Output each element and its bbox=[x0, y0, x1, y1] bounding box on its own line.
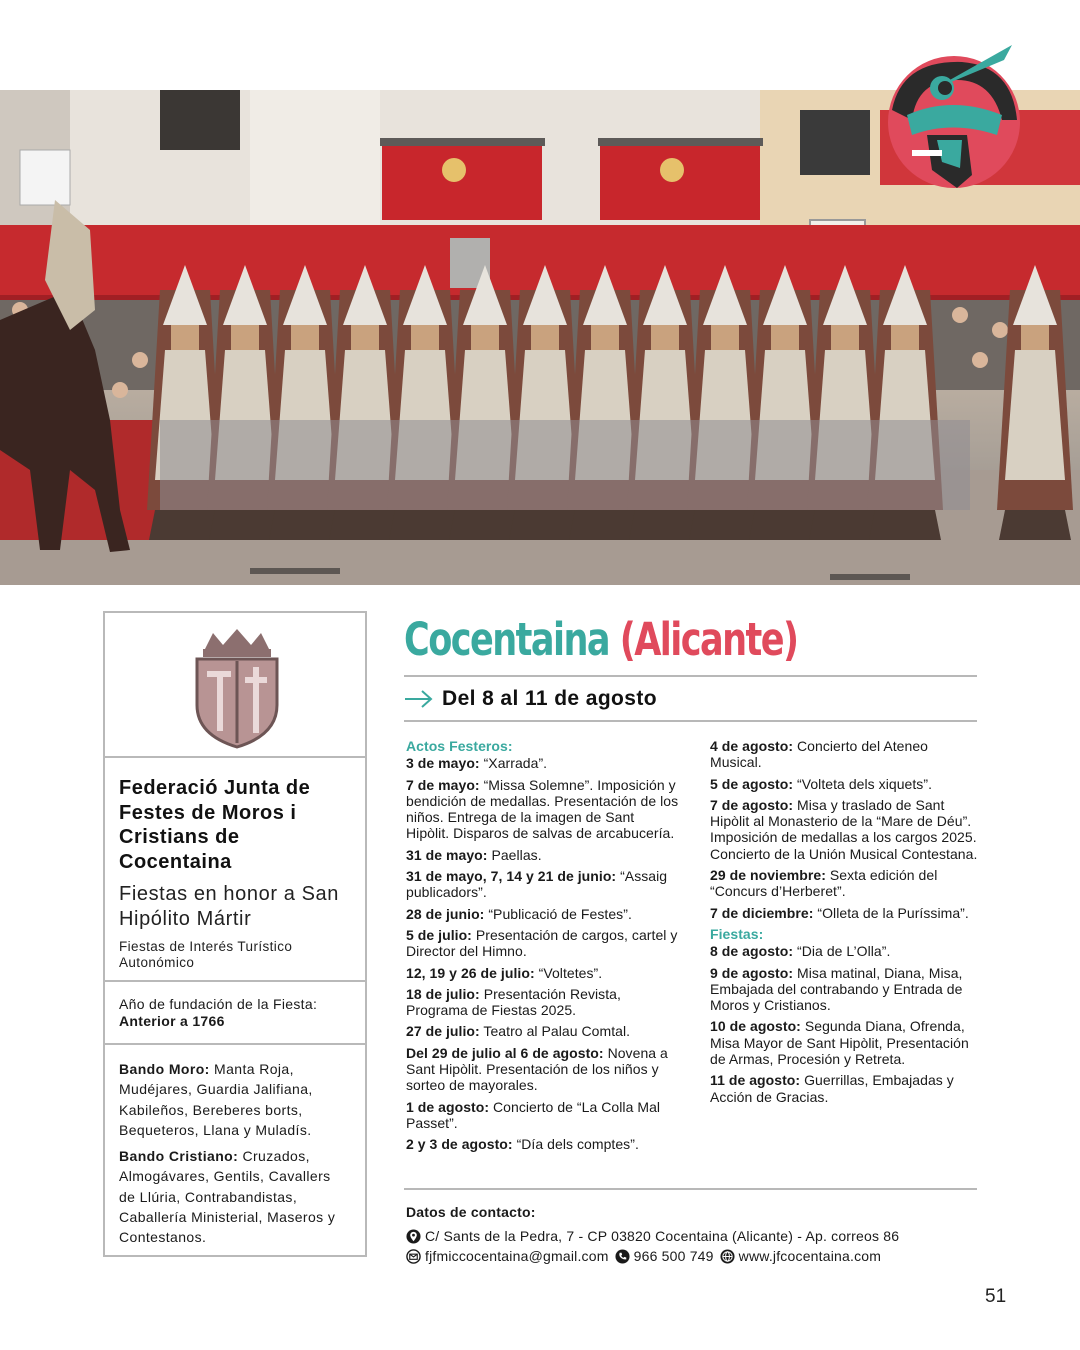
bando-moro bbox=[119, 1059, 351, 1140]
moor-warrior-head-logo bbox=[872, 40, 1032, 190]
schedule-item-date: 5 de julio: bbox=[406, 926, 472, 943]
schedule-item-text: Sexta edición del “Concurs d’Herberet”. bbox=[710, 867, 938, 900]
schedule-item-date: 18 de julio: bbox=[406, 985, 480, 1002]
schedule-column-1 bbox=[406, 738, 681, 1158]
schedule-item bbox=[710, 797, 982, 862]
schedule-item-text: Teatro al Palau Comtal. bbox=[483, 1023, 631, 1040]
schedule-item-text: Guerrillas, Embajadas y Acción de Gracias. bbox=[710, 1072, 954, 1105]
schedule-item-date: 31 de mayo: bbox=[406, 846, 488, 863]
schedule-item bbox=[406, 1136, 681, 1152]
schedule-item bbox=[406, 847, 681, 863]
schedule-item-date: 5 de agosto: bbox=[710, 775, 794, 792]
globe-icon bbox=[720, 1249, 735, 1264]
contact-divider bbox=[404, 1188, 977, 1190]
schedule-item bbox=[710, 905, 982, 921]
schedule-item bbox=[710, 776, 982, 792]
bando-moro-label: Bando Moro: bbox=[119, 1061, 210, 1077]
schedule-item-date: Del 29 de julio al 6 de agosto: bbox=[406, 1044, 604, 1061]
schedule-item-date: 9 de agosto: bbox=[710, 964, 794, 981]
schedule-item bbox=[406, 1023, 681, 1039]
schedule-item-date: 12, 19 y 26 de julio: bbox=[406, 964, 535, 981]
foundation-section bbox=[105, 982, 365, 1045]
schedule-item-date: 31 de mayo, 7, 14 y 21 de junio: bbox=[406, 868, 617, 885]
schedule-item-text: “Publicació de Festes”. bbox=[488, 905, 632, 922]
schedule-item bbox=[406, 906, 681, 922]
contact-heading: Datos de contacto: bbox=[406, 1204, 536, 1220]
phone-icon bbox=[615, 1249, 630, 1264]
crest-section bbox=[105, 613, 365, 758]
schedule-item bbox=[406, 1099, 681, 1132]
bando-cristiano-text: Cruzados, Almogávares, Gentils, Cavallers de Llúria, Contrabandistas, Caballería Ministerial, Maseros y Contestanos. bbox=[119, 1148, 336, 1246]
schedule-item-date: 4 de agosto: bbox=[710, 738, 794, 754]
bandos-section bbox=[105, 1045, 365, 1248]
foundation-label: Año de fundación de la Fiesta: bbox=[119, 996, 318, 1012]
schedule-item-date: 8 de agosto: bbox=[710, 943, 794, 960]
website-link[interactable]: www.jfcocentaina.com bbox=[738, 1248, 882, 1264]
schedule-item-text: Concierto de “La Colla Mal Passet”. bbox=[406, 1098, 661, 1131]
bando-cristiano-label: Bando Cristiano: bbox=[119, 1148, 239, 1165]
schedule-item bbox=[710, 965, 982, 1014]
schedule-item-text: Novena a Sant Hipòlit. Presentación de los niños y sorteo de mayorales. bbox=[406, 1044, 668, 1094]
schedule-item-text: Paellas. bbox=[491, 846, 542, 863]
schedule-item-text: “Olleta de la Puríssima”. bbox=[817, 904, 969, 921]
schedule-item-text: Concierto del Ateneo Musical. bbox=[710, 738, 928, 771]
schedule-item-text: Segunda Diana, Ofrenda, Misa Mayor de Sant Hipòlit, Presentación de Armas, Procesión y Retreta. bbox=[710, 1018, 969, 1068]
schedule-item-date: 7 de agosto: bbox=[710, 796, 794, 813]
schedule-item bbox=[406, 965, 681, 981]
schedule-item-text: Presentación Revista, Programa de Fiestas 2025. bbox=[406, 985, 621, 1019]
schedule-item bbox=[710, 1018, 982, 1067]
interest-text: Fiestas de Interés Turístico Autonómico bbox=[119, 939, 293, 970]
organization-section bbox=[105, 758, 365, 982]
address-text: C/ Sants de la Pedra, 7 - CP 03820 Cocentaina (Alicante) - Ap. correos 86 bbox=[425, 1228, 900, 1244]
cocentaina-coat-of-arms bbox=[191, 627, 283, 749]
schedule-item-text: “Dia de L’Olla”. bbox=[797, 943, 891, 960]
organization-name: Federació Junta de Festes de Moros i Cristians de Cocentaina bbox=[119, 777, 311, 873]
schedule-item-date: 10 de agosto: bbox=[710, 1018, 801, 1035]
schedule-item-date: 3 de mayo: bbox=[406, 755, 480, 772]
schedule-item-date: 2 y 3 de agosto: bbox=[406, 1136, 513, 1153]
schedule-item-date: 7 de mayo: bbox=[406, 776, 480, 793]
foundation-value: Anterior a 1766 bbox=[119, 1013, 225, 1029]
schedule-item-date: 1 de agosto: bbox=[406, 1098, 490, 1115]
schedule-column-2 bbox=[710, 738, 982, 1110]
schedule-item bbox=[406, 1045, 681, 1094]
badge bbox=[872, 40, 1032, 190]
schedule-item-text: Misa y traslado de Sant Hipòlit al Monasterio de la “Mare de Déu”. Imposición de medallas a los cargos 2025. Concierto de la Unión Musical Contestana. bbox=[710, 796, 978, 862]
address-line bbox=[406, 1226, 986, 1246]
schedule-item bbox=[710, 867, 982, 900]
contact-line bbox=[406, 1246, 986, 1266]
schedule-item-text: Presentación de cargos, cartel y Director del Himno. bbox=[406, 926, 678, 960]
dates-divider bbox=[404, 720, 977, 722]
actos-heading: Actos Festeros: bbox=[406, 738, 513, 754]
page-number: 51 bbox=[985, 1286, 1007, 1307]
page-title bbox=[404, 605, 797, 675]
schedule-item-date: 7 de diciembre: bbox=[710, 904, 814, 921]
info-box bbox=[103, 611, 367, 1257]
title-divider bbox=[404, 675, 977, 677]
schedule-item bbox=[406, 986, 681, 1019]
schedule-item bbox=[406, 927, 681, 960]
schedule-item-text: Misa matinal, Diana, Misa, Embajada del contrabando y Entrada de Moros y Cristianos. bbox=[710, 964, 963, 1014]
schedule-item-text: “Xarrada”. bbox=[483, 755, 548, 772]
schedule-item bbox=[710, 943, 982, 959]
schedule-item-date: 29 de noviembre: bbox=[710, 867, 826, 884]
schedule-item-date: 28 de junio: bbox=[406, 905, 485, 922]
schedule-item-text: “Assaig publicadors”. bbox=[406, 868, 668, 901]
schedule-item bbox=[710, 738, 982, 771]
bando-moro-text: Manta Roja, Mudéjares, Guardia Jalifiana, Kabileños, Bereberes borts, Bequeteros, Llana y Muladís. bbox=[119, 1061, 313, 1138]
title-city: Cocentaina bbox=[404, 613, 610, 666]
honor-text: Fiestas en honor a San Hipólito Mártir bbox=[119, 883, 339, 930]
schedule-item bbox=[406, 868, 681, 901]
schedule-item bbox=[710, 1072, 982, 1105]
arrow-right-icon bbox=[404, 689, 434, 709]
email-link[interactable]: fjfmiccocentaina@gmail.com bbox=[425, 1248, 609, 1264]
schedule-item-text: “Día dels comptes”. bbox=[516, 1136, 639, 1153]
bando-cristiano bbox=[119, 1146, 351, 1247]
schedule-item-date: 11 de agosto: bbox=[710, 1072, 801, 1089]
date-range bbox=[404, 684, 657, 714]
title-province: (Alicante) bbox=[619, 613, 798, 666]
schedule-item bbox=[406, 755, 681, 771]
schedule-item-text: “Missa Solemne”. Imposición y bendición de medallas. Presentación de los niños. Entrega de la imagen de Sant Hipòlit. Disparos de salvas de arcabucería. bbox=[406, 776, 679, 842]
schedule-item-date: 27 de julio: bbox=[406, 1023, 480, 1040]
schedule-item bbox=[406, 777, 681, 842]
date-range-text: Del 8 al 11 de agosto bbox=[442, 687, 657, 710]
schedule-item-text: “Volteta dels xiquets”. bbox=[797, 775, 933, 792]
phone-text: 966 500 749 bbox=[633, 1248, 714, 1264]
schedule-item-text: “Voltetes”. bbox=[538, 964, 603, 981]
email-icon bbox=[406, 1249, 421, 1264]
location-pin-icon bbox=[406, 1229, 421, 1244]
contact-section bbox=[406, 1204, 986, 1266]
fiestas-heading: Fiestas: bbox=[710, 925, 764, 942]
